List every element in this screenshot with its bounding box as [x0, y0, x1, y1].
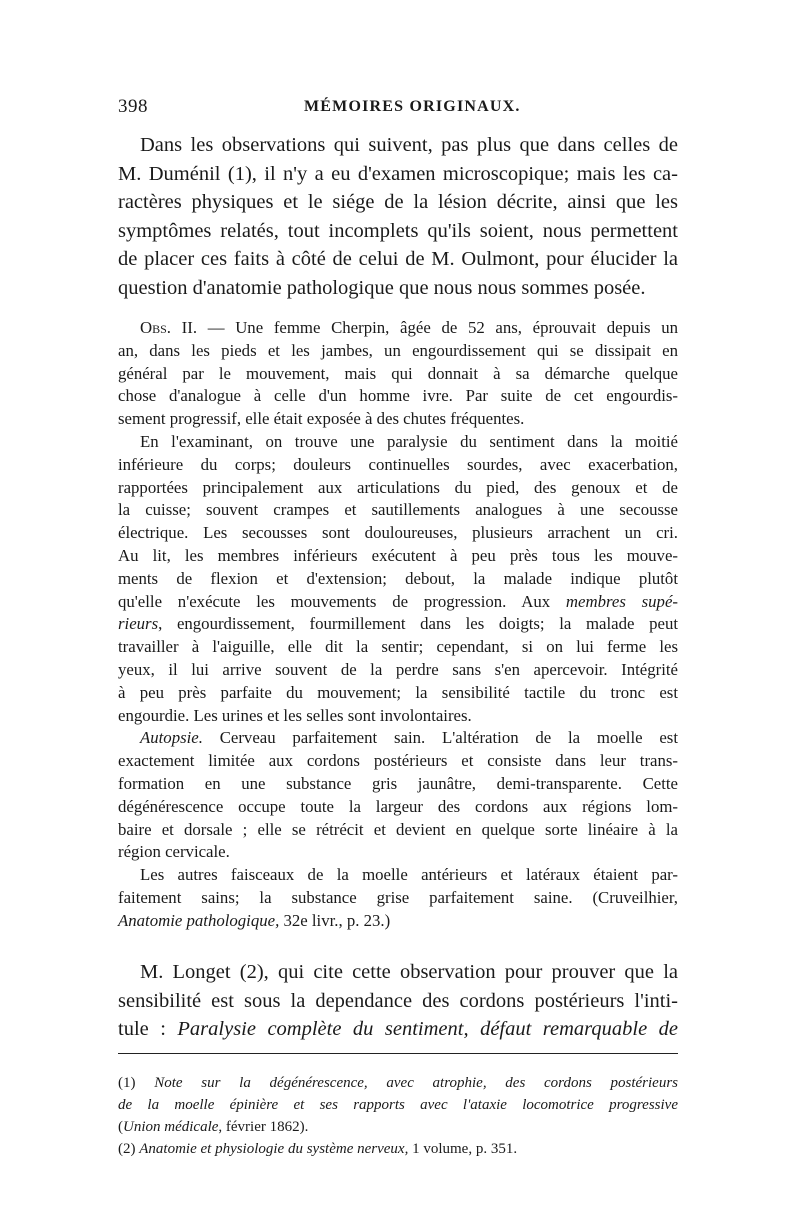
citation-ref: 32e livr., p. 23.) — [279, 910, 391, 930]
italic-quote: Paralysie complète du sentiment, défaut remarquable de — [177, 1018, 678, 1041]
text-segment: qu'elle n'exécute les mouvements de progression. Aux — [118, 591, 566, 611]
footnote-2-line — [118, 1138, 678, 1160]
text-line: travailler à l'aiguille, elle dit la sentir; cependant, si on lui ferme les — [118, 637, 678, 657]
footnote-title: Note sur la dégénérescence, avec atrophie, des cordons postérieurs — [154, 1075, 678, 1091]
text-line: exactement limitée aux cordons postérieurs et consiste dans leur trans- — [118, 751, 678, 771]
footnote-1-line — [118, 1116, 678, 1138]
footnote-marker: (1) — [118, 1075, 155, 1091]
text-line: de placer ces faits à côté de celui de M. Oulmont, pour élucider la — [118, 248, 678, 271]
observation-block — [118, 317, 678, 933]
text-line: faitement sains; la substance grise parfaitement saine. (Cruveilhier, — [118, 887, 678, 907]
text-line: électrique. Les secousses sont douloureuses, plusieurs arrachent un cri. — [118, 523, 678, 543]
italic-term: membres supé- — [565, 591, 678, 611]
text-segment: ( — [118, 1119, 123, 1135]
longet-paragraph — [118, 958, 678, 1044]
text-line: général par le mouvement, mais qui donnait à sa démarche quelque — [118, 363, 678, 383]
text-line: yeux, il lui arrive souvent de la perdre sans s'en apercevoir. Intégrité — [118, 659, 678, 679]
text-line: M. Duménil (1), il n'y a eu d'examen microscopique; mais les ca- — [118, 162, 678, 185]
text-line: baire et dorsale ; elle se rétrécit et devient en quelque sorte linéaire à la — [118, 819, 678, 839]
text-segment: 1 volume, p. 351. — [408, 1141, 518, 1157]
footnote-rule — [118, 1053, 678, 1054]
autopsy-label: Autopsie. — [140, 728, 203, 748]
text-line — [118, 613, 678, 636]
footnote-journal: Union médicale — [123, 1119, 219, 1135]
text-line: chose d'analogue à celle d'un homme ivre. Par suite de cet engourdis- — [118, 386, 678, 406]
text-line: ments de flexion et d'extension; debout, la malade indique plutôt — [118, 568, 678, 588]
text-line — [118, 317, 678, 340]
text-line: Les autres faisceaux de la moelle antérieurs et latéraux étaient par- — [140, 865, 678, 885]
text-line: sement progressif, elle était exposée à des chutes fréquentes. — [118, 409, 525, 429]
text-line: symptômes relatés, tout incomplets qu'ils soient, nous permettent — [118, 219, 678, 242]
page-number: 398 — [118, 96, 148, 117]
text-line: ractères physiques et le siége de la lésion décrite, ainsi que les — [118, 191, 678, 214]
text-segment: tule : — [118, 1018, 178, 1041]
intro-paragraph — [118, 131, 678, 303]
citation-line — [118, 910, 678, 933]
text-line — [118, 591, 678, 614]
footnote-1-line: de la moelle épinière et ses rapports avec l'ataxie locomotrice progressive — [118, 1097, 678, 1113]
text-segment: , engourdissement, fourmillement dans les doigts; la malade peut — [158, 614, 678, 634]
text-segment: Cerveau parfaitement sain. L'altération de la moelle est — [202, 728, 678, 748]
footnote-1-line — [118, 1072, 678, 1094]
text-segment: , février 1862). — [218, 1119, 309, 1135]
text-line: an, dans les pieds et les jambes, un engourdissement qui se dissipait en — [118, 340, 678, 360]
page-header — [118, 96, 678, 124]
footnote-title: Anatomie et physiologie du système nerveux, — [139, 1141, 409, 1157]
text-line: question d'anatomie pathologique que nous nous sommes posée. — [118, 276, 646, 299]
text-line: à peu près parfaite du mouvement; la sensibilité tactile du tronc est — [118, 682, 678, 702]
observation-label: Obs. II. — [140, 318, 198, 337]
footnote-marker: (2) — [118, 1141, 140, 1157]
text-line: région cervicale. — [118, 842, 230, 862]
text-line: inférieure du corps; douleurs continuelles sourdes, avec exacerbation, — [118, 454, 678, 474]
text-line: dégénérescence occupe toute la largeur des cordons aux régions lom- — [118, 796, 678, 816]
text-segment: — Une femme Cherpin, âgée de 52 ans, éprouvait depuis un — [197, 318, 678, 337]
text-line: rapportées principalement aux articulations du pied, des genoux et de — [118, 477, 678, 497]
citation-title: Anatomie pathologique, — [118, 910, 280, 930]
text-line: Dans les observations qui suivent, pas plus que dans celles de — [140, 134, 678, 156]
running-head: MÉMOIRES ORIGINAUX. — [304, 98, 521, 115]
text-line: engourdie. Les urines et les selles sont involontaires. — [118, 705, 472, 725]
text-line — [118, 727, 678, 750]
text-line — [118, 1015, 678, 1044]
text-line: En l'examinant, on trouve une paralysie du sentiment dans la moitié — [140, 431, 678, 451]
text-line: sensibilité est sous la dependance des cordons postérieurs l'inti- — [118, 989, 678, 1012]
text-line: la cuisse; souvent crampes et sautillements analogues à une secousse — [118, 500, 678, 520]
text-line: M. Longet (2), qui cite cette observation pour prouver que la — [140, 961, 678, 983]
text-line: formation en une substance gris jaunâtre, demi-transparente. Cette — [118, 773, 678, 793]
italic-term: rieurs — [118, 614, 159, 634]
footnotes — [118, 1072, 678, 1160]
text-line: Au lit, les membres inférieurs exécutent à peu près tous les mouve- — [118, 545, 678, 565]
